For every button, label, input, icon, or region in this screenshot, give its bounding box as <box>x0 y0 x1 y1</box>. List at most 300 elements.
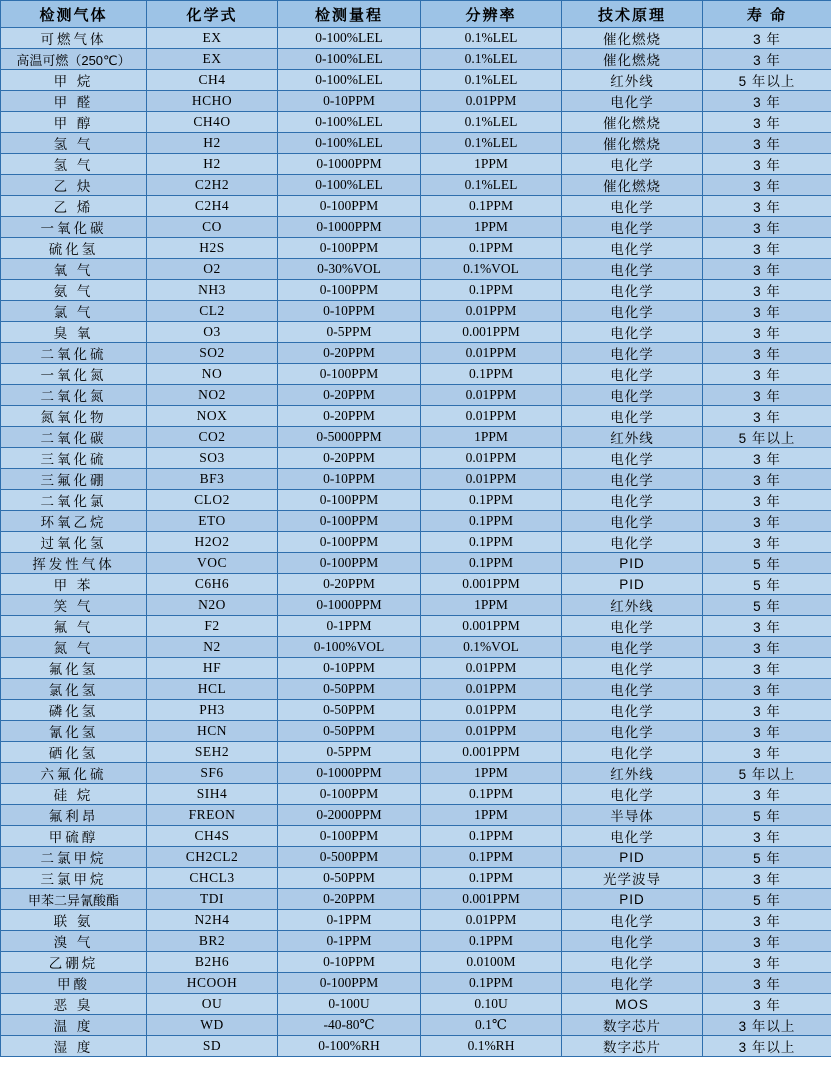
table-row <box>1 763 831 784</box>
table-header <box>1 1 831 28</box>
cell-technology: 电化学 <box>562 511 703 532</box>
cell-technology: 数字芯片 <box>562 1015 703 1036</box>
cell-lifetime: 3 年以上 <box>703 1036 831 1057</box>
cell-formula: H2 <box>147 133 278 154</box>
cell-technology: 电化学 <box>562 910 703 931</box>
table-row <box>1 679 831 700</box>
table-row <box>1 49 831 70</box>
cell-lifetime: 3 年 <box>703 931 831 952</box>
column-header-formula: 化学式 <box>147 1 278 28</box>
cell-range: 0-10PPM <box>278 952 421 973</box>
cell-resolution: 0.01PPM <box>421 406 562 427</box>
cell-range: 0-1000PPM <box>278 154 421 175</box>
cell-range: 0-50PPM <box>278 700 421 721</box>
cell-lifetime: 3 年 <box>703 49 831 70</box>
table-row <box>1 973 831 994</box>
cell-formula: NH3 <box>147 280 278 301</box>
cell-resolution: 0.1PPM <box>421 868 562 889</box>
cell-resolution: 0.1PPM <box>421 553 562 574</box>
cell-lifetime: 3 年 <box>703 616 831 637</box>
cell-resolution: 0.1PPM <box>421 490 562 511</box>
cell-technology: 催化燃烧 <box>562 112 703 133</box>
cell-lifetime: 3 年 <box>703 721 831 742</box>
cell-lifetime: 5 年 <box>703 553 831 574</box>
cell-technology: 电化学 <box>562 721 703 742</box>
table-row <box>1 175 831 196</box>
cell-range: 0-100U <box>278 994 421 1015</box>
cell-formula: OU <box>147 994 278 1015</box>
cell-technology: 电化学 <box>562 658 703 679</box>
cell-lifetime: 3 年 <box>703 448 831 469</box>
table-row <box>1 616 831 637</box>
table-row <box>1 637 831 658</box>
table-row <box>1 343 831 364</box>
cell-technology: 电化学 <box>562 637 703 658</box>
table-row <box>1 805 831 826</box>
table-row <box>1 280 831 301</box>
cell-formula: CO <box>147 217 278 238</box>
cell-technology: 光学波导 <box>562 868 703 889</box>
cell-resolution: 0.01PPM <box>421 910 562 931</box>
cell-lifetime: 3 年 <box>703 469 831 490</box>
cell-gas-name: 六氟化硫 <box>1 763 147 784</box>
cell-technology: 电化学 <box>562 343 703 364</box>
column-header-resolution: 分辨率 <box>421 1 562 28</box>
cell-lifetime: 3 年 <box>703 637 831 658</box>
table-row <box>1 532 831 553</box>
cell-formula: SEH2 <box>147 742 278 763</box>
cell-technology: 电化学 <box>562 532 703 553</box>
cell-range: 0-100%LEL <box>278 70 421 91</box>
cell-gas-name: 甲 醇 <box>1 112 147 133</box>
cell-gas-name: 环氧乙烷 <box>1 511 147 532</box>
cell-gas-name: 甲苯二异氰酸酯 <box>1 889 147 910</box>
cell-range: 0-1PPM <box>278 616 421 637</box>
cell-gas-name: 氟 气 <box>1 616 147 637</box>
cell-formula: H2S <box>147 238 278 259</box>
cell-resolution: 0.1%LEL <box>421 133 562 154</box>
cell-formula: HCHO <box>147 91 278 112</box>
cell-lifetime: 3 年 <box>703 112 831 133</box>
cell-gas-name: 硫化氢 <box>1 238 147 259</box>
cell-range: 0-100PPM <box>278 280 421 301</box>
table-row <box>1 931 831 952</box>
header-row <box>1 1 831 28</box>
cell-formula: N2O <box>147 595 278 616</box>
cell-resolution: 0.10U <box>421 994 562 1015</box>
cell-lifetime: 3 年 <box>703 973 831 994</box>
cell-range: 0-50PPM <box>278 679 421 700</box>
cell-formula: NO <box>147 364 278 385</box>
cell-technology: 电化学 <box>562 238 703 259</box>
cell-technology: 电化学 <box>562 217 703 238</box>
table-row <box>1 364 831 385</box>
table-row <box>1 238 831 259</box>
cell-formula: O2 <box>147 259 278 280</box>
table-row <box>1 217 831 238</box>
table-row <box>1 259 831 280</box>
cell-technology: PID <box>562 889 703 910</box>
cell-lifetime: 3 年 <box>703 343 831 364</box>
cell-resolution: 0.1%VOL <box>421 259 562 280</box>
cell-lifetime: 3 年 <box>703 301 831 322</box>
cell-resolution: 0.01PPM <box>421 679 562 700</box>
cell-formula: CH4O <box>147 112 278 133</box>
cell-technology: 红外线 <box>562 595 703 616</box>
table-row <box>1 385 831 406</box>
table-row <box>1 868 831 889</box>
cell-formula: SIH4 <box>147 784 278 805</box>
cell-gas-name: 二氧化硫 <box>1 343 147 364</box>
cell-lifetime: 3 年 <box>703 364 831 385</box>
cell-gas-name: 氮氧化物 <box>1 406 147 427</box>
cell-gas-name: 二氯甲烷 <box>1 847 147 868</box>
cell-gas-name: 二氧化氮 <box>1 385 147 406</box>
cell-gas-name: 甲硫醇 <box>1 826 147 847</box>
cell-resolution: 1PPM <box>421 763 562 784</box>
cell-resolution: 0.1PPM <box>421 826 562 847</box>
cell-range: 0-100%LEL <box>278 28 421 49</box>
cell-technology: 电化学 <box>562 448 703 469</box>
cell-resolution: 1PPM <box>421 595 562 616</box>
cell-range: 0-100%RH <box>278 1036 421 1057</box>
cell-range: 0-100%VOL <box>278 637 421 658</box>
cell-resolution: 0.1PPM <box>421 238 562 259</box>
cell-resolution: 0.1PPM <box>421 364 562 385</box>
cell-technology: MOS <box>562 994 703 1015</box>
cell-resolution: 1PPM <box>421 427 562 448</box>
cell-resolution: 0.001PPM <box>421 574 562 595</box>
cell-lifetime: 3 年 <box>703 679 831 700</box>
table-row <box>1 427 831 448</box>
cell-range: 0-1000PPM <box>278 763 421 784</box>
cell-lifetime: 3 年 <box>703 280 831 301</box>
cell-gas-name: 一氧化氮 <box>1 364 147 385</box>
cell-gas-name: 氰化氢 <box>1 721 147 742</box>
cell-lifetime: 3 年 <box>703 322 831 343</box>
cell-lifetime: 5 年 <box>703 889 831 910</box>
cell-lifetime: 3 年以上 <box>703 1015 831 1036</box>
table-row <box>1 1036 831 1057</box>
cell-resolution: 0.1%LEL <box>421 175 562 196</box>
table-row <box>1 196 831 217</box>
table-row <box>1 469 831 490</box>
cell-technology: 电化学 <box>562 616 703 637</box>
cell-lifetime: 3 年 <box>703 385 831 406</box>
cell-range: 0-5000PPM <box>278 427 421 448</box>
cell-formula: H2O2 <box>147 532 278 553</box>
cell-lifetime: 3 年 <box>703 28 831 49</box>
cell-resolution: 0.1PPM <box>421 847 562 868</box>
cell-gas-name: 挥发性气体 <box>1 553 147 574</box>
table-row <box>1 952 831 973</box>
cell-formula: CL2 <box>147 301 278 322</box>
cell-formula: PH3 <box>147 700 278 721</box>
cell-range: 0-100%LEL <box>278 175 421 196</box>
cell-resolution: 0.001PPM <box>421 889 562 910</box>
cell-formula: SF6 <box>147 763 278 784</box>
cell-range: 0-20PPM <box>278 385 421 406</box>
cell-range: 0-100PPM <box>278 532 421 553</box>
cell-resolution: 0.1PPM <box>421 784 562 805</box>
cell-resolution: 0.1%LEL <box>421 70 562 91</box>
table-row <box>1 658 831 679</box>
cell-formula: CH4 <box>147 70 278 91</box>
table-row <box>1 28 831 49</box>
cell-lifetime: 3 年 <box>703 217 831 238</box>
cell-range: 0-20PPM <box>278 406 421 427</box>
cell-range: 0-50PPM <box>278 721 421 742</box>
cell-technology: 红外线 <box>562 427 703 448</box>
table-body <box>1 28 831 1057</box>
column-header-lifetime: 寿 命 <box>703 1 831 28</box>
cell-formula: BR2 <box>147 931 278 952</box>
cell-lifetime: 3 年 <box>703 994 831 1015</box>
cell-range: 0-500PPM <box>278 847 421 868</box>
cell-range: 0-20PPM <box>278 574 421 595</box>
cell-formula: HCOOH <box>147 973 278 994</box>
table-row <box>1 112 831 133</box>
table-row <box>1 574 831 595</box>
cell-range: 0-100%LEL <box>278 112 421 133</box>
cell-technology: 电化学 <box>562 154 703 175</box>
cell-gas-name: 甲 苯 <box>1 574 147 595</box>
cell-range: 0-1000PPM <box>278 595 421 616</box>
cell-resolution: 0.01PPM <box>421 658 562 679</box>
cell-gas-name: 三氯甲烷 <box>1 868 147 889</box>
cell-resolution: 0.01PPM <box>421 448 562 469</box>
cell-range: 0-10PPM <box>278 91 421 112</box>
cell-range: 0-20PPM <box>278 448 421 469</box>
cell-resolution: 0.1%LEL <box>421 28 562 49</box>
cell-technology: 电化学 <box>562 406 703 427</box>
cell-formula: B2H6 <box>147 952 278 973</box>
cell-lifetime: 3 年 <box>703 952 831 973</box>
cell-lifetime: 3 年 <box>703 238 831 259</box>
cell-technology: 红外线 <box>562 763 703 784</box>
cell-formula: HCN <box>147 721 278 742</box>
table-row <box>1 910 831 931</box>
cell-technology: 电化学 <box>562 490 703 511</box>
cell-gas-name: 溴 气 <box>1 931 147 952</box>
cell-gas-name: 氟化氢 <box>1 658 147 679</box>
cell-gas-name: 氨 气 <box>1 280 147 301</box>
cell-formula: BF3 <box>147 469 278 490</box>
cell-technology: 电化学 <box>562 364 703 385</box>
cell-lifetime: 3 年 <box>703 700 831 721</box>
cell-formula: C6H6 <box>147 574 278 595</box>
cell-range: 0-1PPM <box>278 931 421 952</box>
cell-formula: H2 <box>147 154 278 175</box>
cell-range: 0-10PPM <box>278 301 421 322</box>
cell-formula: NO2 <box>147 385 278 406</box>
table-row <box>1 301 831 322</box>
cell-range: 0-100%LEL <box>278 133 421 154</box>
column-header-technology: 技术原理 <box>562 1 703 28</box>
cell-technology: 电化学 <box>562 700 703 721</box>
cell-formula: CH4S <box>147 826 278 847</box>
cell-formula: ETO <box>147 511 278 532</box>
table-row <box>1 784 831 805</box>
cell-lifetime: 5 年 <box>703 805 831 826</box>
cell-lifetime: 3 年 <box>703 175 831 196</box>
cell-technology: 电化学 <box>562 931 703 952</box>
cell-range: 0-10PPM <box>278 469 421 490</box>
cell-technology: 电化学 <box>562 280 703 301</box>
table-row <box>1 553 831 574</box>
cell-gas-name: 氢 气 <box>1 133 147 154</box>
cell-range: 0-100PPM <box>278 511 421 532</box>
cell-range: 0-30%VOL <box>278 259 421 280</box>
cell-lifetime: 5 年 <box>703 595 831 616</box>
cell-range: 0-100PPM <box>278 196 421 217</box>
cell-formula: VOC <box>147 553 278 574</box>
cell-technology: 电化学 <box>562 322 703 343</box>
cell-gas-name: 湿 度 <box>1 1036 147 1057</box>
table-row <box>1 1015 831 1036</box>
cell-lifetime: 5 年以上 <box>703 763 831 784</box>
cell-gas-name: 二氧化氯 <box>1 490 147 511</box>
cell-lifetime: 5 年以上 <box>703 427 831 448</box>
cell-formula: F2 <box>147 616 278 637</box>
cell-resolution: 0.1PPM <box>421 196 562 217</box>
cell-gas-name: 高温可燃（250℃） <box>1 49 147 70</box>
cell-formula: N2 <box>147 637 278 658</box>
cell-gas-name: 可燃气体 <box>1 28 147 49</box>
cell-gas-name: 甲酸 <box>1 973 147 994</box>
cell-gas-name: 乙 炔 <box>1 175 147 196</box>
cell-resolution: 0.1PPM <box>421 973 562 994</box>
cell-lifetime: 3 年 <box>703 196 831 217</box>
cell-lifetime: 3 年 <box>703 658 831 679</box>
cell-formula: HF <box>147 658 278 679</box>
cell-lifetime: 5 年 <box>703 847 831 868</box>
cell-gas-name: 氯 气 <box>1 301 147 322</box>
cell-gas-name: 笑 气 <box>1 595 147 616</box>
cell-resolution: 0.1%RH <box>421 1036 562 1057</box>
cell-technology: 半导体 <box>562 805 703 826</box>
cell-gas-name: 二氧化碳 <box>1 427 147 448</box>
cell-lifetime: 3 年 <box>703 511 831 532</box>
cell-gas-name: 磷化氢 <box>1 700 147 721</box>
cell-technology: 电化学 <box>562 259 703 280</box>
cell-gas-name: 氯化氢 <box>1 679 147 700</box>
cell-lifetime: 3 年 <box>703 868 831 889</box>
cell-range: 0-20PPM <box>278 889 421 910</box>
column-header-range: 检测量程 <box>278 1 421 28</box>
table-row <box>1 70 831 91</box>
cell-resolution: 0.0100M <box>421 952 562 973</box>
cell-gas-name: 氟利昂 <box>1 805 147 826</box>
cell-formula: SD <box>147 1036 278 1057</box>
cell-range: 0-50PPM <box>278 868 421 889</box>
table-row <box>1 994 831 1015</box>
cell-lifetime: 3 年 <box>703 742 831 763</box>
cell-technology: PID <box>562 847 703 868</box>
cell-formula: TDI <box>147 889 278 910</box>
cell-technology: 电化学 <box>562 469 703 490</box>
cell-gas-name: 氮 气 <box>1 637 147 658</box>
cell-technology: 电化学 <box>562 826 703 847</box>
cell-gas-name: 氢 气 <box>1 154 147 175</box>
cell-gas-name: 一氧化碳 <box>1 217 147 238</box>
cell-formula: C2H2 <box>147 175 278 196</box>
cell-formula: EX <box>147 49 278 70</box>
cell-gas-name: 三氧化硫 <box>1 448 147 469</box>
cell-technology: 电化学 <box>562 784 703 805</box>
table-row <box>1 721 831 742</box>
cell-resolution: 0.001PPM <box>421 742 562 763</box>
cell-range: 0-100PPM <box>278 553 421 574</box>
cell-gas-name: 乙 烯 <box>1 196 147 217</box>
cell-lifetime: 3 年 <box>703 259 831 280</box>
cell-gas-name: 臭 氧 <box>1 322 147 343</box>
cell-formula: O3 <box>147 322 278 343</box>
cell-range: 0-100%LEL <box>278 49 421 70</box>
table-row <box>1 511 831 532</box>
cell-resolution: 0.1PPM <box>421 931 562 952</box>
table-row <box>1 847 831 868</box>
cell-formula: CO2 <box>147 427 278 448</box>
table-row <box>1 700 831 721</box>
cell-resolution: 0.1%LEL <box>421 49 562 70</box>
cell-resolution: 0.1℃ <box>421 1015 562 1036</box>
table-row <box>1 742 831 763</box>
cell-gas-name: 联 氨 <box>1 910 147 931</box>
cell-resolution: 0.01PPM <box>421 700 562 721</box>
cell-gas-name: 硅 烷 <box>1 784 147 805</box>
cell-formula: CLO2 <box>147 490 278 511</box>
cell-range: 0-10PPM <box>278 658 421 679</box>
table-row <box>1 448 831 469</box>
cell-resolution: 0.01PPM <box>421 91 562 112</box>
cell-technology: 数字芯片 <box>562 1036 703 1057</box>
cell-lifetime: 5 年 <box>703 574 831 595</box>
column-header-gas: 检测气体 <box>1 1 147 28</box>
cell-lifetime: 3 年 <box>703 490 831 511</box>
cell-gas-name: 甲 醛 <box>1 91 147 112</box>
cell-range: 0-20PPM <box>278 343 421 364</box>
cell-formula: WD <box>147 1015 278 1036</box>
cell-resolution: 0.01PPM <box>421 385 562 406</box>
cell-resolution: 0.1PPM <box>421 532 562 553</box>
cell-formula: FREON <box>147 805 278 826</box>
cell-gas-name: 硒化氢 <box>1 742 147 763</box>
cell-resolution: 0.01PPM <box>421 301 562 322</box>
cell-gas-name: 甲 烷 <box>1 70 147 91</box>
cell-lifetime: 3 年 <box>703 91 831 112</box>
table-row <box>1 826 831 847</box>
cell-technology: 电化学 <box>562 679 703 700</box>
cell-technology: 红外线 <box>562 70 703 91</box>
cell-resolution: 0.1%VOL <box>421 637 562 658</box>
cell-formula: C2H4 <box>147 196 278 217</box>
cell-range: 0-1PPM <box>278 910 421 931</box>
cell-resolution: 0.01PPM <box>421 469 562 490</box>
cell-technology: 电化学 <box>562 196 703 217</box>
cell-technology: 电化学 <box>562 742 703 763</box>
cell-formula: HCL <box>147 679 278 700</box>
cell-formula: CHCL3 <box>147 868 278 889</box>
cell-lifetime: 3 年 <box>703 532 831 553</box>
cell-range: 0-2000PPM <box>278 805 421 826</box>
cell-formula: EX <box>147 28 278 49</box>
cell-technology: PID <box>562 574 703 595</box>
cell-technology: 催化燃烧 <box>562 49 703 70</box>
cell-technology: 电化学 <box>562 973 703 994</box>
cell-technology: 电化学 <box>562 91 703 112</box>
cell-resolution: 1PPM <box>421 217 562 238</box>
